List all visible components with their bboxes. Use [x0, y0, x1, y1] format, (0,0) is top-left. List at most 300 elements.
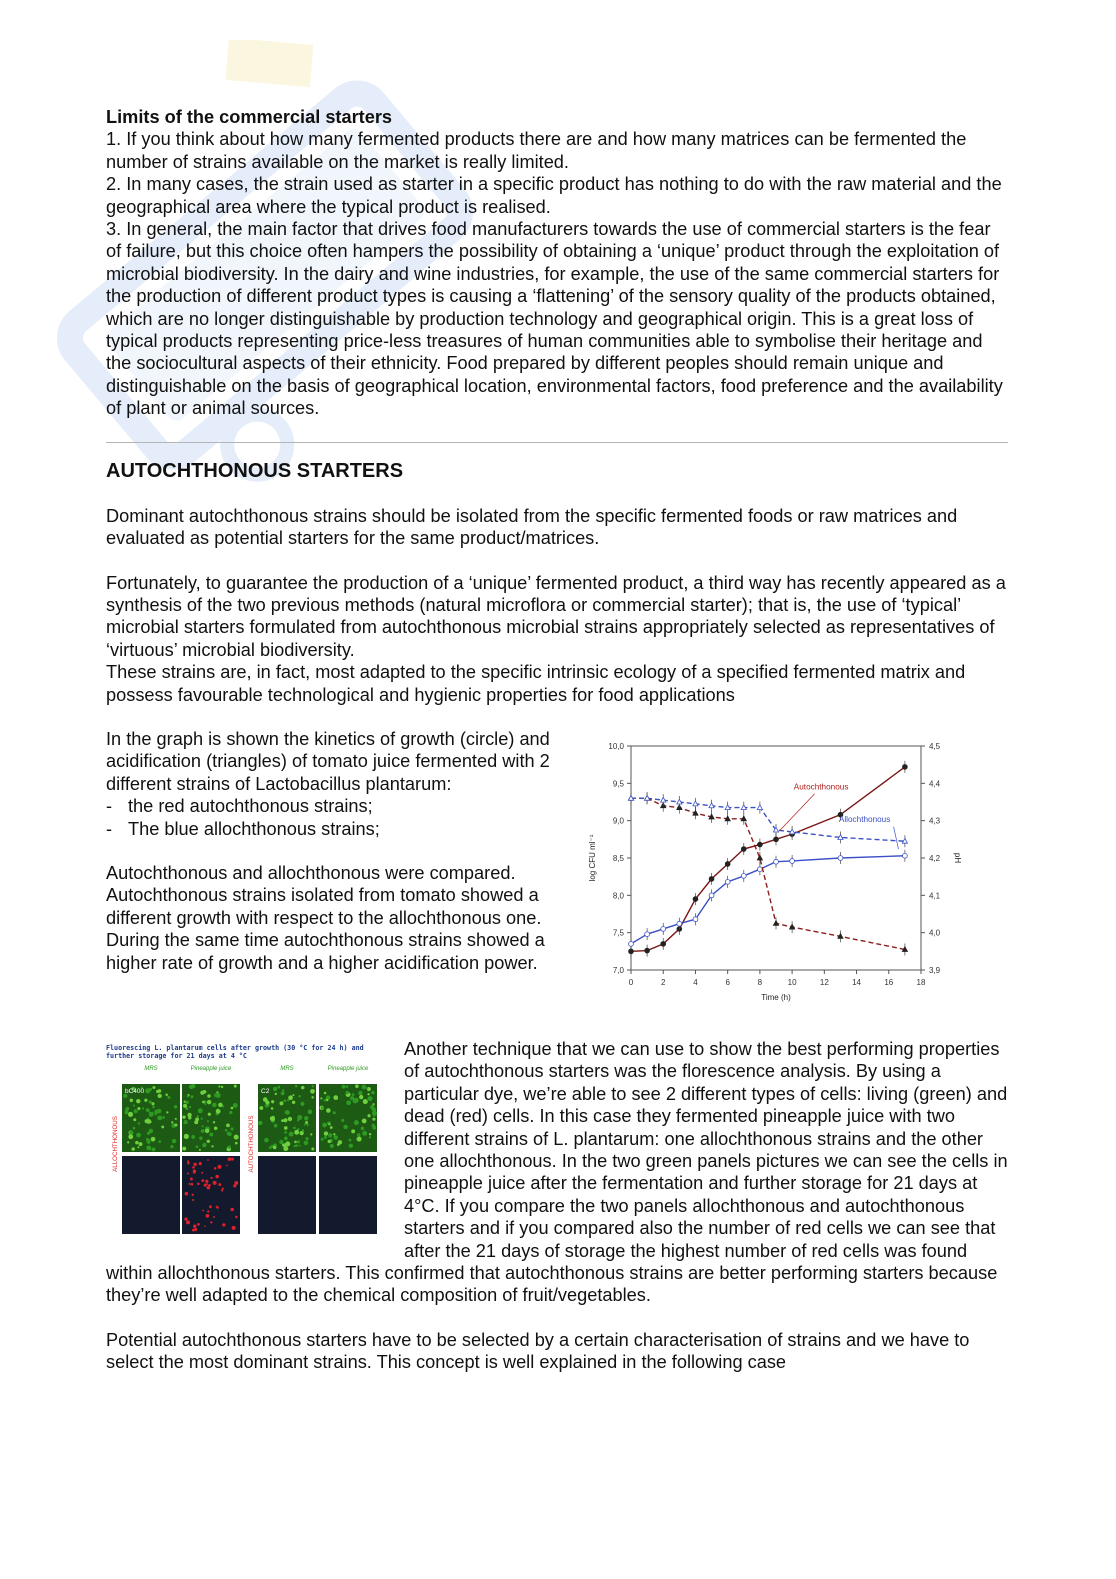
graph-description	[106, 728, 576, 974]
fluorescence-caption: Fluorescing L. plantarum cells after growth (30 °C for 24 h) and further storage for 21 days at 4 °C	[106, 1043, 364, 1060]
cell-dot	[310, 1133, 312, 1135]
cell-dot	[198, 1108, 203, 1113]
cell-dot	[300, 1102, 304, 1106]
x-tick-label: 16	[884, 977, 894, 987]
cell-dot	[185, 1101, 189, 1105]
fluorescence-text: Another technique that we can use to show the best performing properties of autochthonous starters was the florescence analysis. By using a particular dye, we’re able to see 2 different types of cells: living (green) and dead (red) cells. In this case they fermented pineapple juice with two different strains of L. plantarum: one allochthonous strains and the other one allochthonous. In the two green panels pictures we can see the cells in pineapple juice after the fermentation and further storage for 21 days at 4°C. If you compare the two panels allochthonous and autochthonous starters and if you compared also the number of red cells we can see that after the 21 days of storage the highest number of red cells was found within allochthonous starters. This confirmed that autochthonous strains are better performing starters because they’re well adapted to the chemical composition of fruit/vegetables.	[106, 1038, 1008, 1306]
cell-dot	[207, 1094, 211, 1098]
data-point	[774, 859, 779, 864]
closing-paragraph: Potential autochthonous starters have to be selected by a certain characterisation of strains and we have to select the most dominant strains. This concept is well explained in the following case	[106, 1329, 970, 1373]
cell-dot	[362, 1085, 366, 1089]
cell-dot	[354, 1120, 359, 1125]
cell-dot	[294, 1141, 297, 1144]
cell-dot	[187, 1095, 189, 1097]
cell-dot	[320, 1097, 322, 1099]
cell-dot	[191, 1095, 194, 1098]
dead-cell-dot	[187, 1162, 189, 1164]
data-point	[773, 920, 778, 925]
cell-dot	[367, 1093, 369, 1095]
cell-dot	[342, 1085, 346, 1089]
y2-tick-label: 3,9	[929, 965, 941, 975]
cell-dot	[349, 1144, 353, 1148]
cell-dot	[343, 1125, 347, 1129]
cell-dot	[174, 1105, 177, 1108]
cell-dot	[146, 1119, 151, 1124]
cell-dot	[328, 1133, 332, 1137]
dead-cell-dot	[187, 1172, 189, 1174]
cell-dot	[234, 1135, 239, 1140]
side-label: AUTOCHTHONOUS	[248, 1115, 255, 1173]
cell-dot	[269, 1146, 272, 1149]
dead-cell-dot	[206, 1214, 210, 1218]
strain-label: C2	[261, 1087, 270, 1095]
y-tick-label: 9,0	[612, 816, 624, 826]
cell-dot	[133, 1118, 136, 1121]
cell-dot	[326, 1099, 328, 1101]
x-axis-label: Time (h)	[761, 992, 791, 1002]
dead-cell-dot	[193, 1224, 196, 1227]
dead-cell-dot	[235, 1216, 237, 1218]
dead-cell-dot	[205, 1180, 208, 1183]
column-label: MRS	[144, 1065, 158, 1072]
limits-title: Limits of the commercial starters	[106, 107, 393, 127]
cell-dot	[362, 1118, 367, 1123]
annotation-pointer	[894, 827, 899, 849]
data-point	[790, 859, 795, 864]
cell-dot	[197, 1115, 199, 1117]
dead-cell-dot	[194, 1228, 197, 1231]
cell-dot	[324, 1092, 327, 1095]
cell-dot	[297, 1140, 300, 1143]
data-point	[725, 862, 730, 867]
strain-list	[106, 795, 576, 840]
cell-dot	[333, 1133, 335, 1135]
cell-dot	[357, 1133, 361, 1137]
y-axis-label: log CFU ml⁻¹	[588, 834, 597, 882]
cell-dot	[351, 1129, 355, 1133]
data-point	[661, 926, 666, 931]
cell-dot	[229, 1111, 232, 1114]
cell-dot	[363, 1132, 365, 1134]
cell-dot	[166, 1111, 168, 1113]
cell-dot	[349, 1139, 352, 1142]
cell-dot	[264, 1138, 269, 1143]
cell-dot	[171, 1121, 173, 1123]
dead-cell-dot	[228, 1157, 232, 1161]
data-point	[645, 948, 650, 953]
cell-dot	[156, 1090, 159, 1093]
cell-dot	[321, 1138, 324, 1141]
y-tick-label: 8,5	[612, 853, 624, 863]
dead-cell-dot	[192, 1194, 194, 1196]
autochthonous-paragraph-2: Fortunately, to guarantee the production of a ‘unique’ fermented product, a third way has recently appeared as a synthesis of the two previous methods (natural microflora or commercial starter); that is, the use of ‘typical’ microbial starters formulated from autochthonous microbial strains appropriately selected as representatives of ‘virtuous’ microbial biodiversity.	[106, 572, 1006, 660]
dead-cell-dot	[213, 1181, 217, 1185]
series-line	[631, 767, 905, 951]
cell-dot	[157, 1094, 161, 1098]
cell-dot	[354, 1098, 359, 1103]
dead-cell-dot	[201, 1172, 203, 1174]
cell-dot	[367, 1114, 370, 1117]
cell-dot	[211, 1145, 213, 1147]
dead-cell-dot	[222, 1223, 225, 1226]
cell-dot	[328, 1123, 330, 1125]
cell-dot	[275, 1093, 277, 1095]
cell-dot	[288, 1117, 292, 1121]
dead-cell-dot	[218, 1183, 221, 1186]
cell-dot	[133, 1127, 136, 1130]
cell-dot	[370, 1105, 374, 1109]
cell-dot	[299, 1145, 301, 1147]
data-point	[645, 932, 650, 937]
cell-dot	[305, 1121, 308, 1124]
dead-cell-dot	[218, 1165, 222, 1169]
cell-dot	[151, 1102, 154, 1105]
cell-dot	[274, 1124, 278, 1128]
list-item: - the red autochthonous strains;	[106, 795, 576, 817]
cell-dot	[167, 1096, 170, 1099]
data-point	[709, 876, 714, 881]
cell-dot	[281, 1119, 284, 1122]
cell-dot	[270, 1116, 275, 1121]
cell-dot	[161, 1125, 164, 1128]
cell-dot	[145, 1088, 150, 1093]
cell-dot	[326, 1108, 331, 1113]
cell-dot	[127, 1141, 129, 1143]
data-point	[661, 941, 666, 946]
cell-dot	[202, 1101, 205, 1104]
cell-dot	[301, 1086, 305, 1090]
autochthonous-paragraph-3: These strains are, in fact, most adapted to the specific intrinsic ecology of a specified fermented matrix and possess favourable technological and hygienic properties for food applications	[106, 662, 966, 705]
cell-dot	[183, 1104, 187, 1108]
micrograph-dark-panel	[319, 1156, 377, 1234]
cell-dot	[372, 1126, 376, 1130]
cell-dot	[189, 1106, 191, 1108]
cell-dot	[142, 1107, 144, 1109]
dead-cell-dot	[204, 1225, 206, 1227]
growth-chart-svg	[581, 736, 996, 1016]
cell-dot	[258, 1121, 262, 1125]
cell-dot	[138, 1122, 140, 1124]
x-tick-label: 6	[725, 977, 730, 987]
cell-dot	[304, 1141, 309, 1146]
cell-dot	[337, 1143, 340, 1146]
cell-dot	[287, 1099, 289, 1101]
cell-dot	[271, 1107, 274, 1110]
dead-cell-dot	[232, 1226, 236, 1230]
cell-dot	[368, 1096, 373, 1101]
cell-dot	[273, 1146, 276, 1149]
fluorescence-figure	[106, 1044, 382, 1240]
cell-dot	[366, 1087, 368, 1089]
x-tick-label: 10	[787, 977, 797, 987]
dead-cell-dot	[184, 1217, 187, 1220]
cell-dot	[226, 1123, 230, 1127]
growth-chart	[581, 736, 996, 1016]
cell-dot	[152, 1106, 154, 1108]
cell-dot	[233, 1103, 238, 1108]
cell-dot	[298, 1095, 300, 1097]
side-label: ALLOCHTHONOUS	[112, 1116, 119, 1172]
data-point	[725, 879, 730, 884]
cell-dot	[324, 1099, 326, 1101]
data-point	[757, 842, 762, 847]
dead-cell-dot	[192, 1166, 195, 1169]
graph-paragraph-1: Autochthonous and allochthonous were compared. Autochthonous strains isolated from tomato showed a different growth with respect to the allochthonous one.	[106, 862, 542, 928]
dead-cell-dot	[192, 1199, 194, 1201]
cell-dot	[311, 1147, 314, 1150]
cell-dot	[277, 1086, 280, 1089]
cell-dot	[135, 1141, 139, 1145]
cell-dot	[371, 1091, 375, 1095]
cell-dot	[207, 1120, 209, 1122]
dead-cell-dot	[190, 1177, 193, 1180]
cell-dot	[199, 1149, 201, 1151]
cell-dot	[152, 1086, 155, 1089]
dead-cell-dot	[213, 1216, 215, 1218]
dead-cell-dot	[193, 1163, 196, 1166]
cell-dot	[282, 1089, 284, 1091]
cell-dot	[372, 1118, 375, 1121]
strain-label: bC400	[125, 1087, 145, 1095]
x-tick-label: 8	[757, 977, 763, 987]
data-point	[774, 837, 779, 842]
cell-dot	[136, 1133, 141, 1138]
dead-cell-dot	[210, 1177, 212, 1179]
cell-dot	[216, 1093, 221, 1098]
data-point	[757, 855, 762, 860]
x-tick-label: 14	[852, 977, 862, 987]
dead-cell-dot	[186, 1220, 190, 1224]
dead-cell-dot	[226, 1165, 228, 1167]
dead-cell-dot	[208, 1184, 211, 1187]
cell-dot	[212, 1103, 217, 1108]
cell-dot	[283, 1143, 287, 1147]
limits-item-2: 2. In many cases, the strain used as starter in a specific product has nothing to do with the raw material and the geographical area where the typical product is realised.	[106, 174, 1002, 217]
cell-dot	[189, 1085, 193, 1089]
data-point	[677, 921, 682, 926]
dead-cell-dot	[193, 1169, 196, 1172]
cell-dot	[137, 1146, 139, 1148]
cell-dot	[306, 1137, 309, 1140]
cell-dot	[196, 1145, 199, 1148]
cell-dot	[359, 1095, 363, 1099]
cell-dot	[170, 1145, 173, 1148]
dead-cell-dot	[231, 1158, 234, 1161]
y2-tick-label: 4,1	[929, 891, 941, 901]
document-content	[106, 106, 1008, 1374]
data-point	[902, 764, 907, 769]
cell-dot	[363, 1099, 368, 1104]
cell-dot	[292, 1094, 294, 1096]
limits-item-3: 3. In general, the main factor that drives food manufacturers towards the use of commercial starters is the fear of failure, but this choice often hampers the possibility of obtaining a ‘unique’ product through the exploitation of microbial biodiversity. In the dairy and wine industries, for example, the use of the same commercial starters for the production of different product types is causing a ‘flattening’ of the sensory quality of the products obtained, which are no longer distinguishable by production technology and geographical origin. This is a great loss of typical products representing price-less treasures of human communities able to symbolise their heritage and the sociocultural aspects of their ethnicity. Food prepared by different peoples should remain unique and distinguishable on the basis of geographical location, environmental factors, food preference and the availability of plant or animal sources.	[106, 219, 1003, 419]
data-point	[629, 941, 634, 946]
cell-dot	[154, 1113, 156, 1115]
dead-cell-dot	[230, 1208, 233, 1211]
dead-cell-dot	[197, 1223, 200, 1226]
limits-section	[106, 106, 1008, 420]
cell-dot	[345, 1091, 348, 1094]
cell-dot	[158, 1140, 161, 1143]
cell-dot	[341, 1119, 344, 1122]
cell-dot	[151, 1137, 156, 1142]
cell-dot	[209, 1133, 213, 1137]
section-divider	[106, 442, 1008, 443]
dead-cell-dot	[222, 1187, 224, 1189]
dead-cell-dot	[204, 1184, 207, 1187]
cell-dot	[322, 1123, 327, 1128]
data-point	[709, 893, 714, 898]
cell-dot	[295, 1085, 298, 1088]
cell-dot	[294, 1130, 299, 1135]
cell-dot	[221, 1086, 223, 1088]
cell-dot	[289, 1132, 294, 1137]
y2-tick-label: 4,4	[929, 779, 941, 789]
cell-dot	[330, 1126, 333, 1129]
cell-dot	[149, 1112, 154, 1117]
cell-dot	[369, 1136, 371, 1138]
cell-dot	[194, 1120, 198, 1124]
spacer	[106, 550, 1008, 572]
cell-dot	[202, 1143, 206, 1147]
cell-dot	[214, 1126, 218, 1130]
cell-dot	[333, 1135, 338, 1140]
cell-dot	[350, 1096, 354, 1100]
cell-dot	[346, 1100, 351, 1105]
cell-dot	[201, 1117, 203, 1119]
cell-dot	[131, 1147, 134, 1150]
dead-cell-dot	[202, 1179, 205, 1182]
cell-dot	[304, 1116, 309, 1121]
data-point	[757, 805, 762, 810]
fluorescence-section	[106, 1038, 1008, 1307]
dead-cell-dot	[207, 1159, 209, 1161]
cell-dot	[218, 1085, 220, 1087]
cell-dot	[225, 1129, 228, 1132]
cell-dot	[201, 1125, 203, 1127]
cell-dot	[134, 1109, 138, 1113]
cell-dot	[369, 1133, 371, 1135]
cell-dot	[137, 1107, 140, 1110]
cell-dot	[149, 1129, 154, 1134]
graph-section	[106, 728, 1008, 1034]
dead-cell-dot	[202, 1210, 204, 1212]
autochthonous-section	[106, 459, 1008, 728]
cell-dot	[284, 1126, 288, 1130]
cell-dot	[373, 1114, 375, 1116]
cell-dot	[284, 1131, 287, 1134]
cell-dot	[284, 1136, 288, 1140]
y2-tick-label: 4,2	[929, 853, 941, 863]
cell-dot	[151, 1147, 155, 1151]
cell-dot	[231, 1107, 234, 1110]
cell-dot	[139, 1142, 143, 1146]
cell-dot	[328, 1140, 331, 1143]
graph-intro: In the graph is shown the kinetics of growth (circle) and acidification (triangles) of tomato juice fermented with 2 different strains of Lactobacillus plantarum:	[106, 728, 550, 794]
cell-dot	[297, 1115, 302, 1120]
cell-dot	[288, 1095, 293, 1100]
cell-dot	[358, 1091, 362, 1095]
data-point	[838, 856, 843, 861]
cell-dot	[207, 1100, 212, 1105]
y2-tick-label: 4,3	[929, 816, 941, 826]
cell-dot	[213, 1121, 215, 1123]
y-tick-label: 8,0	[612, 891, 624, 901]
cell-dot	[324, 1131, 328, 1135]
spacer	[106, 840, 576, 862]
cell-dot	[306, 1124, 308, 1126]
cell-dot	[324, 1136, 327, 1139]
y2-tick-label: 4,5	[929, 741, 941, 751]
cell-dot	[133, 1104, 135, 1106]
cell-dot	[128, 1134, 133, 1139]
x-tick-label: 4	[693, 977, 698, 987]
dead-cell-dot	[215, 1175, 219, 1179]
column-label: Pineapple juice	[327, 1065, 369, 1072]
cell-dot	[321, 1106, 323, 1108]
cell-dot	[361, 1127, 365, 1131]
data-point	[693, 917, 698, 922]
dead-cell-dot	[185, 1192, 189, 1196]
cell-dot	[165, 1093, 168, 1096]
cell-dot	[175, 1118, 177, 1120]
cell-dot	[182, 1115, 185, 1118]
column-label: Pineapple juice	[190, 1065, 232, 1072]
cell-dot	[265, 1100, 269, 1104]
cell-dot	[172, 1139, 176, 1143]
cell-dot	[201, 1129, 205, 1133]
cell-dot	[183, 1120, 187, 1124]
y-tick-label: 7,0	[612, 965, 624, 975]
data-point	[902, 853, 907, 858]
y2-axis-label: pH	[953, 852, 962, 864]
x-tick-label: 0	[628, 977, 634, 987]
x-tick-label: 2	[660, 977, 666, 987]
autochthonous-title: AUTOCHTHONOUS STARTERS	[106, 459, 404, 482]
cell-dot	[146, 1145, 151, 1150]
dead-cell-dot	[214, 1167, 217, 1170]
cell-dot	[311, 1096, 313, 1098]
cell-dot	[207, 1140, 210, 1143]
cell-dot	[333, 1111, 336, 1114]
fluorescence-panels	[106, 1062, 382, 1238]
cell-dot	[352, 1093, 355, 1096]
cell-dot	[231, 1127, 234, 1130]
cell-dot	[271, 1100, 274, 1103]
cell-dot	[304, 1123, 306, 1125]
cell-dot	[157, 1109, 161, 1113]
micrograph-dark-panel	[122, 1156, 180, 1234]
dead-cell-dot	[188, 1183, 190, 1185]
list-item: - The blue allochthonous strains;	[106, 818, 576, 840]
column-label: MRS	[280, 1065, 294, 1072]
graph-paragraph-2: During the same time autochthonous strains showed a higher rate of growth and a higher acidification power.	[106, 930, 545, 973]
series-line	[631, 856, 905, 944]
data-point	[741, 873, 746, 878]
x-tick-label: 12	[819, 977, 829, 987]
cell-dot	[146, 1108, 150, 1112]
cell-dot	[235, 1142, 238, 1145]
cell-dot	[312, 1085, 314, 1087]
cell-dot	[144, 1099, 147, 1102]
cell-dot	[130, 1099, 133, 1102]
cell-dot	[283, 1099, 286, 1102]
cell-dot	[149, 1100, 152, 1103]
autochthonous-paragraph-1: Dominant autochthonous strains should be isolated from the specific fermented foods or raw matrices and evaluated as potential starters for the same product/matrices.	[106, 505, 958, 549]
cell-dot	[355, 1084, 359, 1088]
spacer	[106, 706, 1008, 728]
cell-dot	[310, 1089, 315, 1094]
spacer	[106, 1307, 1008, 1329]
